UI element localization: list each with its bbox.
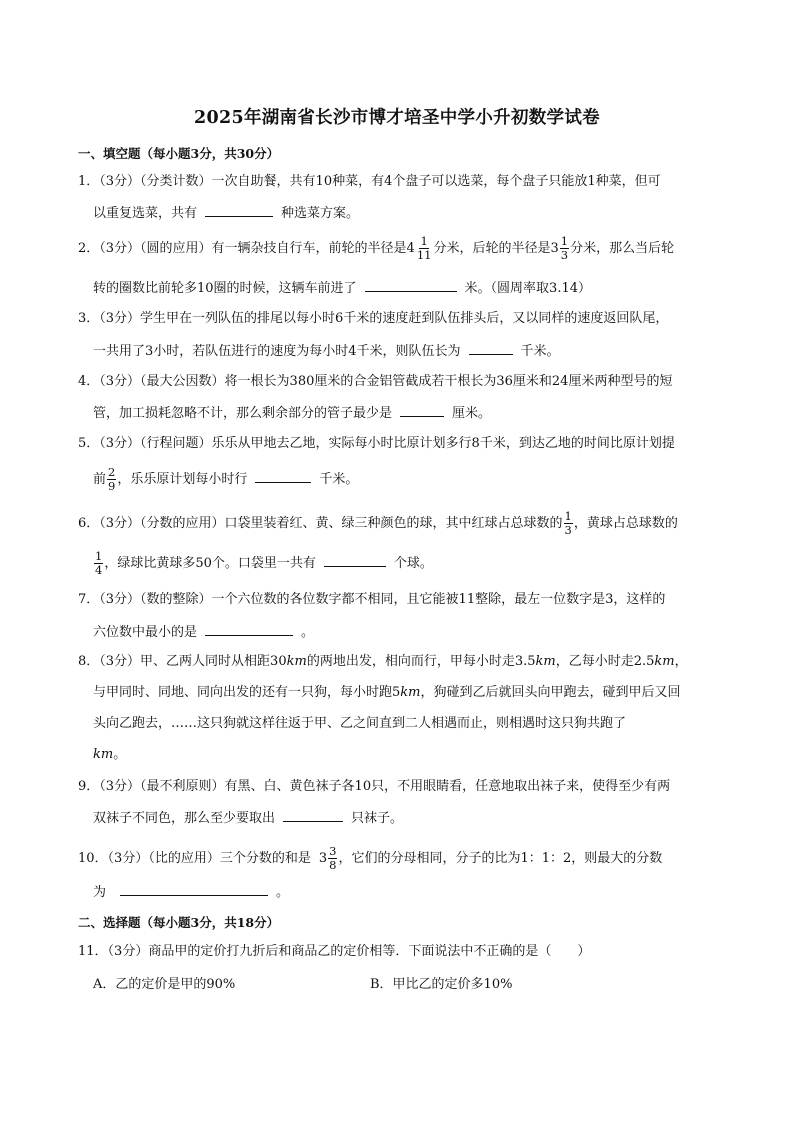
fraction-yellow-balls <box>94 550 103 577</box>
question-8-text: 的两地出发，相向而行，甲每小时走3.5 <box>306 654 536 669</box>
page-title: 2025年湖南省长沙市博才培圣中学小升初数学试卷 <box>194 108 600 128</box>
answer-blank-3[interactable] <box>469 341 513 355</box>
question-4-text-end: 厘米。 <box>452 406 492 421</box>
unit-km: km <box>400 685 421 700</box>
question-10-line-2 <box>93 882 289 902</box>
answer-blank-2[interactable] <box>365 278 457 292</box>
question-9-text-end: 只袜子。 <box>351 811 404 826</box>
question-6-text: 6．（3分）（分数的应用）口袋里装着红、黄、绿三种颜色的球，其中红球占总球数的 <box>78 516 563 531</box>
question-6-line-2 <box>93 550 433 577</box>
question-3-line-1: 3．（3分）学生甲在一列队伍的排尾以每小时6千米的速度赶到队伍排头后，又以同样的速度返回队尾， <box>78 311 669 326</box>
question-11-option-a[interactable]: A．乙的定价是甲的90% <box>93 977 236 992</box>
question-9-line-2 <box>93 808 403 828</box>
question-11-line-1: 11．（3分）商品甲的定价打九折后和商品乙的定价相等．下面说法中不正确的是（ ） <box>78 944 591 959</box>
numerator: 1 <box>420 234 428 248</box>
question-9-line-1: 9．（3分）（最不利原则）有黑、白、黄色袜子各10只，不用眼睛看，任意地取出袜子来，使得至少有两 <box>78 779 671 794</box>
question-8-line-1 <box>78 653 688 671</box>
fraction-sum <box>328 845 337 872</box>
mixed-number-whole: 4 <box>406 241 415 256</box>
question-2-text-end: 分米，那么当后轮 <box>570 241 675 256</box>
denominator: 3 <box>560 248 569 262</box>
question-5-text: 前 <box>93 472 107 487</box>
denominator: 3 <box>564 523 572 537</box>
question-6-text: ，绿球比黄球多50个。口袋里一共有 <box>104 556 316 571</box>
question-10-text-mid: ，它们的分母相同，分子的比为1：1：2，则最大的分数 <box>338 851 663 866</box>
fraction-rear-radius <box>560 235 569 262</box>
question-7-line-1: 7．（3分）（数的整除）一个六位数的各位数字都不相同，且它能被11整除，最左一位数字是3，这样的 <box>78 592 666 607</box>
question-8-line-4 <box>93 746 126 764</box>
question-3-text-end: 千米。 <box>520 344 560 359</box>
mixed-number-whole: 3 <box>318 851 328 866</box>
answer-blank-5[interactable] <box>255 469 311 483</box>
question-5-line-2 <box>93 466 358 493</box>
question-8-line-3: 头向乙跑去，……这只狗就这样往返于甲、乙之间直到二人相遇而止，则相遇时这只狗共跑了 <box>93 716 627 731</box>
question-2-text-mid: 分米，后轮的半径是 <box>433 241 551 256</box>
answer-blank-6[interactable] <box>324 553 386 567</box>
question-10-text: 10．（3分）（比的应用）三个分数的和是 <box>78 851 311 866</box>
question-10-line-1 <box>78 845 662 872</box>
question-1-text-end: 种选菜方案。 <box>281 206 360 221</box>
question-10-text: 为 <box>93 885 107 900</box>
unit-km: km <box>93 747 114 762</box>
answer-blank-4[interactable] <box>400 403 444 417</box>
question-8-text: ，乙每小时走2.5 <box>555 654 655 669</box>
question-8-text: 与甲同时、同地、同向出发的还有一只狗，每小时跑5 <box>93 685 401 700</box>
question-9-text: 双袜子不同色，那么至少要取出 <box>93 811 276 826</box>
question-8-text: ， <box>674 654 688 669</box>
numerator: 1 <box>95 549 103 563</box>
question-8-text: ，狗碰到乙后就回头向甲跑去，碰到甲后又回 <box>420 685 681 700</box>
numerator: 3 <box>329 844 337 858</box>
question-2-line-2 <box>93 278 591 298</box>
mixed-number-whole: 3 <box>550 241 559 256</box>
fraction-front-radius <box>416 235 433 262</box>
question-6-text-end: 个球。 <box>393 556 433 571</box>
answer-blank-9[interactable] <box>283 808 343 822</box>
unit-km: km <box>535 654 556 669</box>
question-7-text-end: 。 <box>301 625 315 640</box>
question-11-option-b[interactable]: B．甲比乙的定价多10% <box>370 977 513 992</box>
question-5-text-end: 千米。 <box>319 472 359 487</box>
question-2-text: 转的圈数比前轮多10圈的时候，这辆车前进了 <box>93 281 357 296</box>
fraction-red-balls <box>564 510 573 537</box>
question-8-text: 8．（3分）甲、乙两人同时从相距30 <box>78 654 287 669</box>
fraction-time-saved <box>107 466 116 493</box>
answer-blank-7[interactable] <box>205 622 293 636</box>
question-2-text: 2．（3分）（圆的应用）有一辆杂技自行车，前轮的半径是 <box>78 241 407 256</box>
section-heading-multiple-choice: 二、选择题（每小题3分，共18分） <box>78 915 280 930</box>
question-4-line-2 <box>93 403 491 423</box>
answer-blank-10[interactable] <box>120 882 268 896</box>
question-2-text-end: 米。（圆周率取3.14） <box>464 281 591 296</box>
question-4-line-1: 4．（3分）（最大公因数）将一根长为380厘米的合金铝管截成若干根长为36厘米和24厘米两种型号的短 <box>78 374 673 389</box>
denominator: 8 <box>329 858 337 872</box>
question-10-text-end: 。 <box>276 885 290 900</box>
question-7-line-2 <box>93 622 314 642</box>
denominator: 4 <box>95 563 103 577</box>
numerator: 1 <box>560 234 569 248</box>
question-5-line-1: 5．（3分）（行程问题）乐乐从甲地去乙地，实际每小时比原计划多行8千米，到达乙地的时间比原计划提 <box>78 436 675 451</box>
question-2-line-1 <box>78 235 674 262</box>
question-1-line-2 <box>93 203 359 223</box>
numerator: 1 <box>564 509 572 523</box>
numerator: 2 <box>108 465 116 479</box>
denominator: 11 <box>416 248 432 262</box>
denominator: 9 <box>108 479 116 493</box>
question-5-text-mid: ，乐乐原计划每小时行 <box>117 472 248 487</box>
question-6-text-mid: ，黄球占总球数的 <box>573 516 678 531</box>
section-heading-fill-blank: 一、填空题（每小题3分，共30分） <box>78 146 280 161</box>
question-8-line-2 <box>93 684 681 702</box>
question-4-text: 管，加工损耗忽略不计，那么剩余部分的管子最少是 <box>93 406 393 421</box>
question-1-text: 以重复选菜，共有 <box>93 206 198 221</box>
question-3-text: 一共用了3小时，若队伍进行的速度为每小时4千米，则队伍长为 <box>93 344 461 359</box>
question-8-text-end: 。 <box>113 747 127 762</box>
unit-km: km <box>286 654 307 669</box>
question-6-line-1 <box>78 510 678 537</box>
question-1-line-1: 1．（3分）（分类计数）一次自助餐，共有10种菜，有4个盘子可以选菜，每个盘子只能放1种菜，但可 <box>78 174 661 189</box>
question-7-text: 六位数中最小的是 <box>93 625 198 640</box>
question-3-line-2 <box>93 341 560 361</box>
answer-blank-1[interactable] <box>205 203 273 217</box>
unit-km: km <box>654 654 675 669</box>
